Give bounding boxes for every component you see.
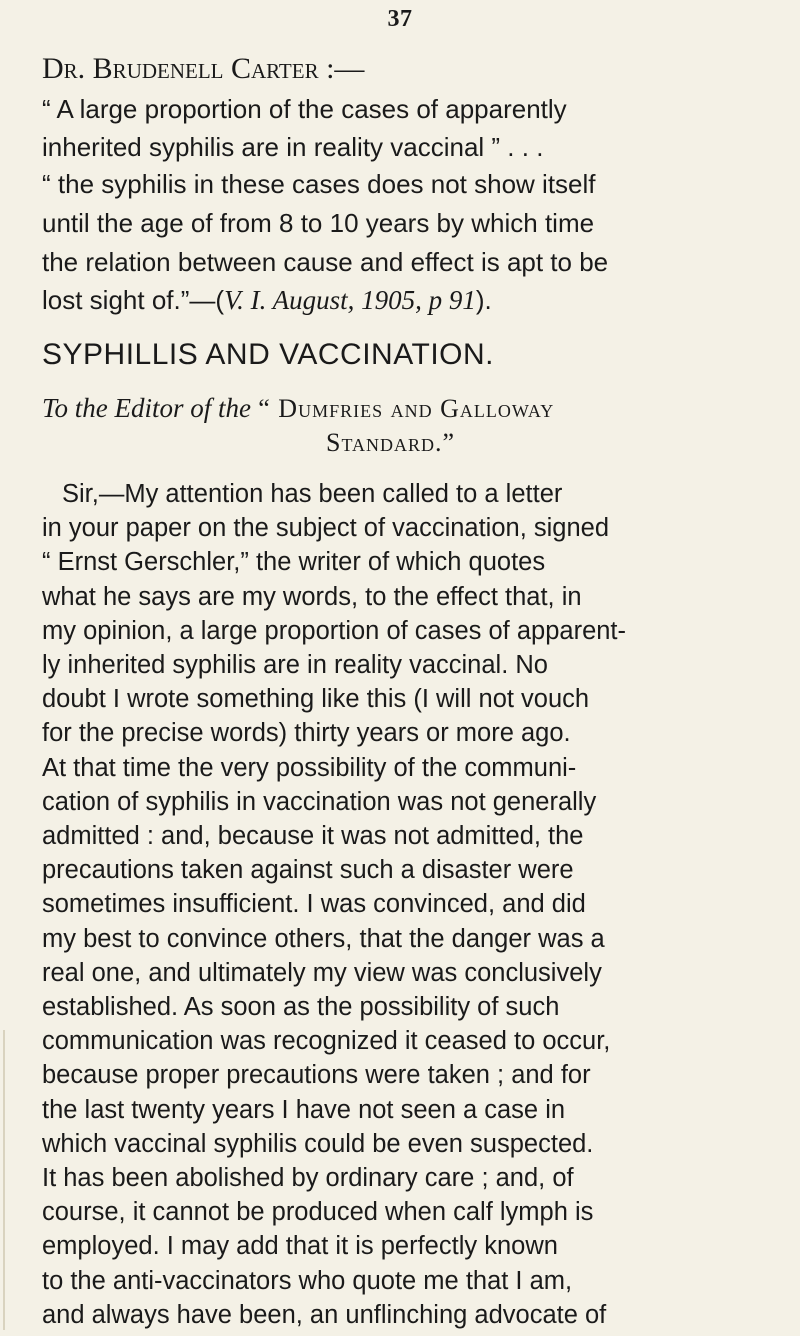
address-line-1 (42, 395, 554, 422)
quote-citation: V. I. August, 1905, p 91 (224, 285, 476, 315)
quote-line: inherited syphilis are in reality vaccinal ” . . . (42, 132, 544, 162)
body-line: communication was recognized it ceased to occur, (42, 1027, 611, 1056)
quote-line: “ A large proportion of the cases of apparently (42, 94, 567, 124)
body-line: course, it cannot be produced when calf lymph is (42, 1198, 594, 1227)
address-paper-name: “ Dumfries and Galloway (258, 394, 555, 423)
body-line: because proper precautions were taken ; and for (42, 1061, 591, 1090)
quote-last-line (42, 287, 492, 314)
quote-author: Dr. Brudenell Carter :— (42, 52, 365, 85)
body-line: and always have been, an unflinching advocate of (42, 1300, 607, 1329)
address-line-2: Standard.” (326, 428, 456, 457)
body-line: “ Ernst Gerschler,” the writer of which quotes (42, 548, 546, 577)
body-line: At that time the very possibility of the communi- (42, 753, 577, 782)
body-line: doubt I wrote something like this (I will not vouch (42, 685, 590, 714)
quote-citation-close: ). (475, 285, 492, 315)
body-line: Sir,—My attention has been called to a letter (62, 480, 563, 508)
body-line: for the precise words) thirty years or more ago. (42, 719, 571, 748)
body-line: my best to convince others, that the danger was a (42, 924, 605, 953)
quote-line: “ the syphilis in these cases does not show itself (42, 169, 596, 199)
body-line: the last twenty years I have not seen a case in (42, 1095, 566, 1124)
body-line: admitted : and, because it was not admitted, the (42, 822, 584, 850)
page-number: 37 (387, 6, 413, 32)
quote-line: the relation between cause and effect is apt to be (42, 247, 609, 277)
body-line: established. As soon as the possibility of such (42, 993, 560, 1021)
body-line: It has been abolished by ordinary care ; and, of (42, 1164, 574, 1192)
article-title: SYPHILLIS AND VACCINATION. (42, 338, 494, 371)
body-line: cation of syphilis in vaccination was not generally (42, 787, 597, 816)
quote-last-line-text: lost sight of.”—( (42, 285, 225, 315)
body-line: ly inherited syphilis are in reality vaccinal. No (42, 651, 548, 679)
body-line: employed. I may add that it is perfectly known (42, 1232, 558, 1261)
body-line: which vaccinal syphilis could be even suspected. (42, 1129, 594, 1158)
body-line: precautions taken against such a disaster were (42, 856, 574, 885)
body-line: what he says are my words, to the effect that, in (42, 582, 582, 611)
body-line: to the anti-vaccinators who quote me that I am, (42, 1266, 573, 1295)
body-line: sometimes insufficient. I was convinced, and did (42, 890, 586, 919)
body-line: real one, and ultimately my view was conclusively (42, 958, 602, 987)
body-line: in your paper on the subject of vaccination, signed (42, 514, 610, 543)
quote-line: until the age of from 8 to 10 years by which time (42, 208, 595, 238)
address-prefix: To the Editor of the (42, 393, 252, 423)
page-edge-shadow (3, 1030, 5, 1330)
body-line: my opinion, a large proportion of cases of apparent- (42, 616, 627, 645)
